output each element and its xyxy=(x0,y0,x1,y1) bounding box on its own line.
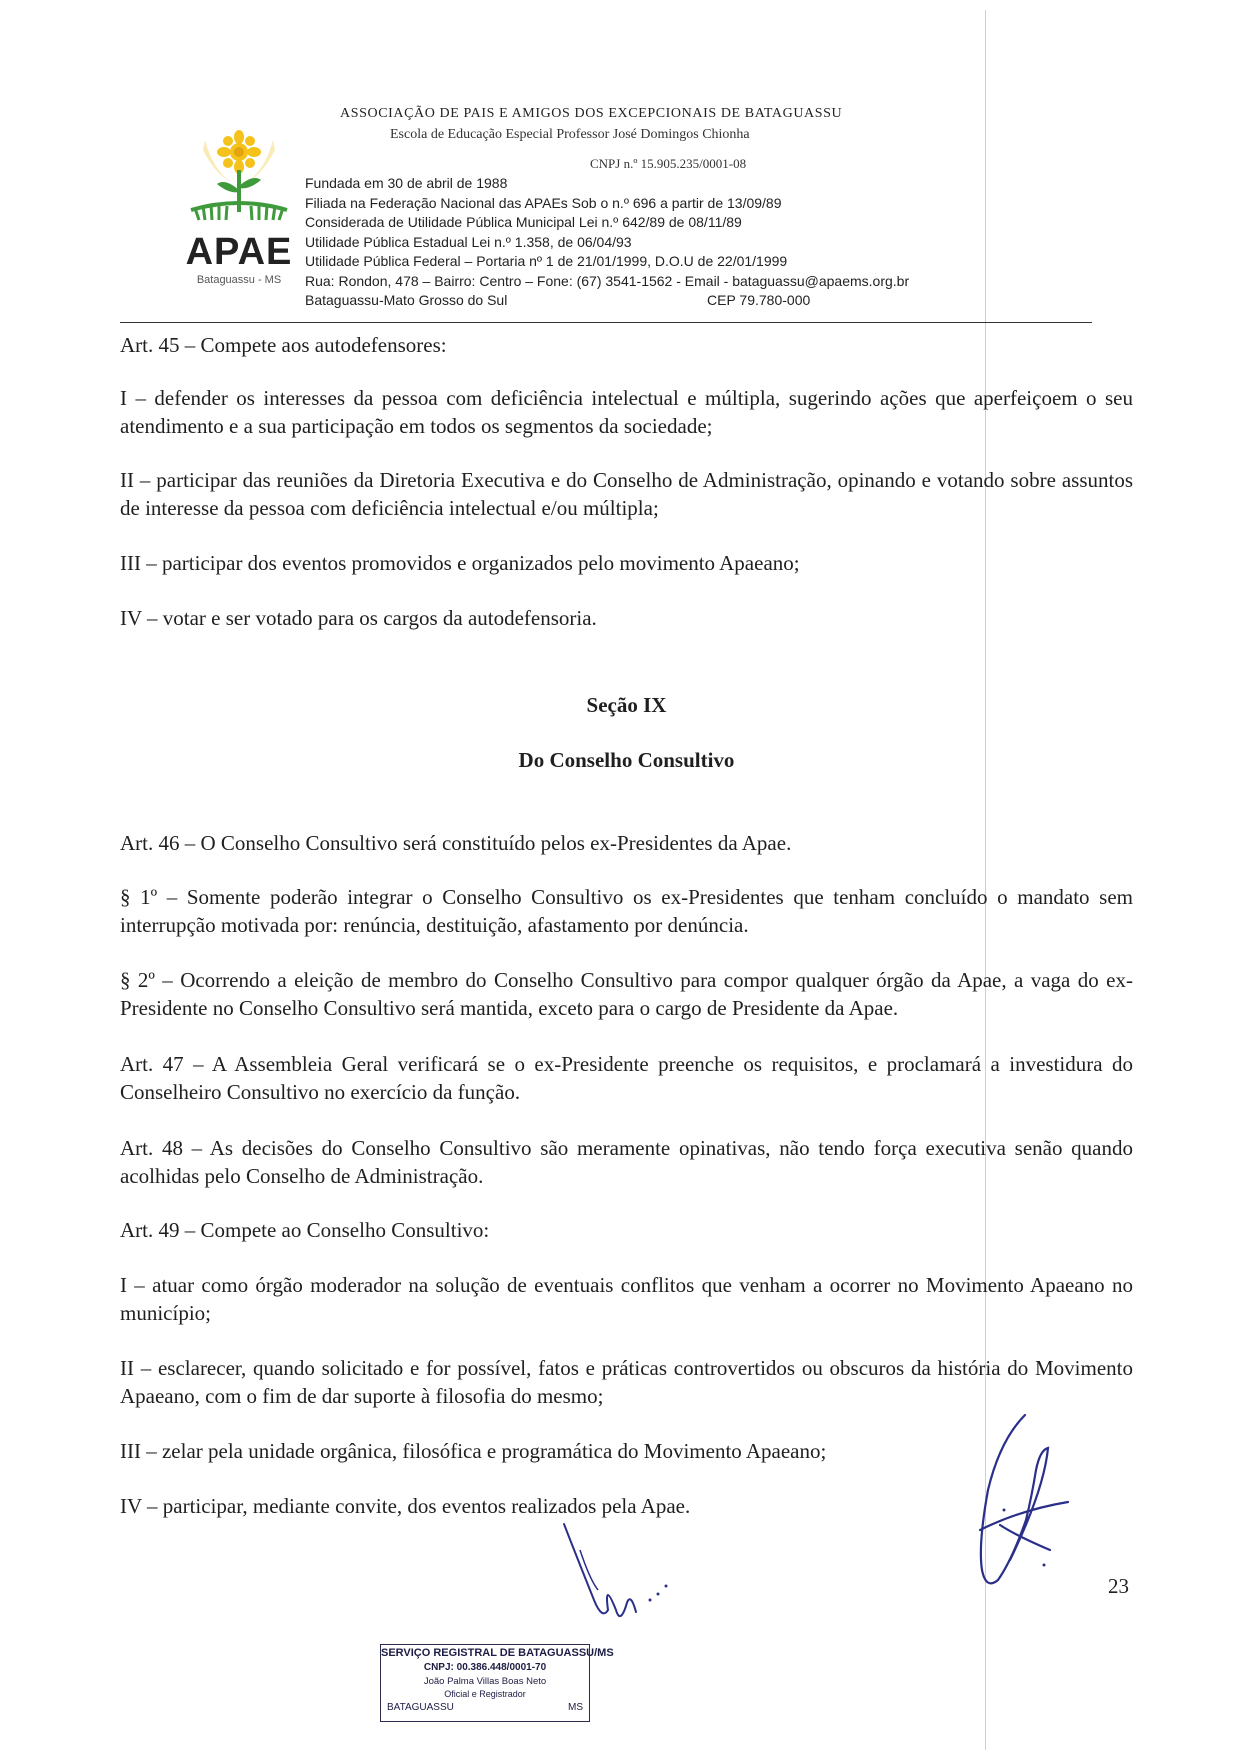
letterhead-title: ASSOCIAÇÃO DE PAIS E AMIGOS DOS EXCEPCIONAIS DE BATAGUASSU xyxy=(340,106,843,121)
art45-item-iv: IV – votar e ser votado para os cargos da autodefensoria. xyxy=(120,606,597,630)
art49-item-iv: IV – participar, mediante convite, dos eventos realizados pela Apae. xyxy=(120,1494,691,1518)
stamp-officer: João Palma Villas Boas Neto xyxy=(423,1676,547,1687)
stamp-role: Oficial e Registrador xyxy=(444,1689,526,1699)
art47: Art. 47 – A Assembleia Geral verificará se o ex-Presidente preenche os requisitos, e proclamará a investidura do Conselheiro Consultivo no exercício da função. xyxy=(120,1052,1133,1104)
logo-location: Bataguassu - MS xyxy=(196,274,282,286)
art49-item-i: I – atuar como órgão moderador na solução de eventuais conflitos que venham a ocorrer no Movimento Apaeano no município; xyxy=(120,1273,1133,1325)
art45-item-iii: III – participar dos eventos promovidos e organizados pelo movimento Apaeano; xyxy=(120,551,800,575)
flower-icon xyxy=(185,130,293,230)
letterhead-line: Filiada na Federação Nacional das APAEs Sob o n.º 696 a partir de 13/09/89 xyxy=(305,194,782,211)
signature-right xyxy=(940,1410,1080,1600)
stamp-cnpj: CNPJ: 00.386.448/0001-70 xyxy=(423,1662,547,1673)
art45-heading: Art. 45 – Compete aos autodefensores: xyxy=(120,333,447,357)
letterhead-city: Bataguassu-Mato Grosso do Sul xyxy=(305,292,508,308)
art45-item-i: I – defender os interesses da pessoa com deficiência intelectual e múltipla, sugerindo ações que aperfeiçoem o seu atendimento e a sua participação em todos os segmentos da sociedade; xyxy=(120,386,1133,438)
section-title: Do Conselho Consultivo xyxy=(518,748,735,772)
signature-left xyxy=(560,1520,700,1650)
apae-logo xyxy=(185,130,293,286)
logo-wordmark: APAE xyxy=(185,231,293,273)
art49-item-iii: III – zelar pela unidade orgânica, filosófica e programática do Movimento Apaeano; xyxy=(120,1439,827,1463)
page-number: 23 xyxy=(1108,1574,1129,1598)
stamp-office: SERVIÇO REGISTRAL DE BATAGUASSU/MS xyxy=(381,1647,614,1659)
letterhead-details xyxy=(305,174,909,311)
header-divider xyxy=(120,322,1092,323)
letterhead-cep: CEP 79.780-000 xyxy=(707,292,811,308)
art48: Art. 48 – As decisões do Conselho Consultivo são meramente opinativas, não tendo força executiva senão quando acolhidas pelo Conselho de Administração. xyxy=(120,1136,1133,1188)
art45-item-ii: II – participar das reuniões da Diretoria Executiva e do Conselho de Administração, opinando e votando sobre assuntos de interesse da pessoa com deficiência intelectual e/ou múltipla; xyxy=(120,468,1133,520)
stamp-state: MS xyxy=(568,1702,583,1713)
letterhead-line: Considerada de Utilidade Pública Municipal Lei n.º 642/89 de 08/11/89 xyxy=(305,214,742,230)
stamp-city: BATAGUASSU xyxy=(387,1702,454,1713)
registry-stamp xyxy=(380,1644,614,1722)
letterhead-subtitle: Escola de Educação Especial Professor José Domingos Chionha xyxy=(390,127,750,142)
letterhead-cnpj: CNPJ n.º 15.905.235/0001-08 xyxy=(590,156,747,171)
art46: Art. 46 – O Conselho Consultivo será constituído pelos ex-Presidentes da Apae. xyxy=(120,831,792,855)
art49-item-ii: II – esclarecer, quando solicitado e for possível, fatos e práticas controvertidos ou obscuros da história do Movimento Apaeano, com o fim de dar suporte à filosofia do mesmo; xyxy=(120,1356,1133,1408)
art46-paragraph-1: § 1º – Somente poderão integrar o Conselho Consultivo os ex-Presidentes que tenham concluído o mandato sem interrupção motivada por: renúncia, destituição, afastamento por denúncia. xyxy=(120,885,1133,937)
section-number: Seção IX xyxy=(586,693,667,717)
letterhead-address: Rua: Rondon, 478 – Bairro: Centro – Fone: (67) 3541-1562 - Email - bataguassu@apaems.org.br xyxy=(305,272,910,289)
art46-paragraph-2: § 2º – Ocorrendo a eleição de membro do Conselho Consultivo para compor qualquer órgão da Apae, a vaga do ex-Presidente no Conselho Consultivo será mantida, exceto para o cargo de Presidente da Apae. xyxy=(120,968,1133,1020)
letterhead-city-row xyxy=(305,291,909,311)
art49: Art. 49 – Compete ao Conselho Consultivo: xyxy=(120,1218,490,1242)
letterhead-line: Utilidade Pública Estadual Lei n.º 1.358, de 06/04/93 xyxy=(305,233,632,250)
letterhead-line: Utilidade Pública Federal – Portaria nº 1 de 21/01/1999, D.O.U de 22/01/1999 xyxy=(305,253,788,269)
letterhead-line: Fundada em 30 de abril de 1988 xyxy=(305,175,508,191)
